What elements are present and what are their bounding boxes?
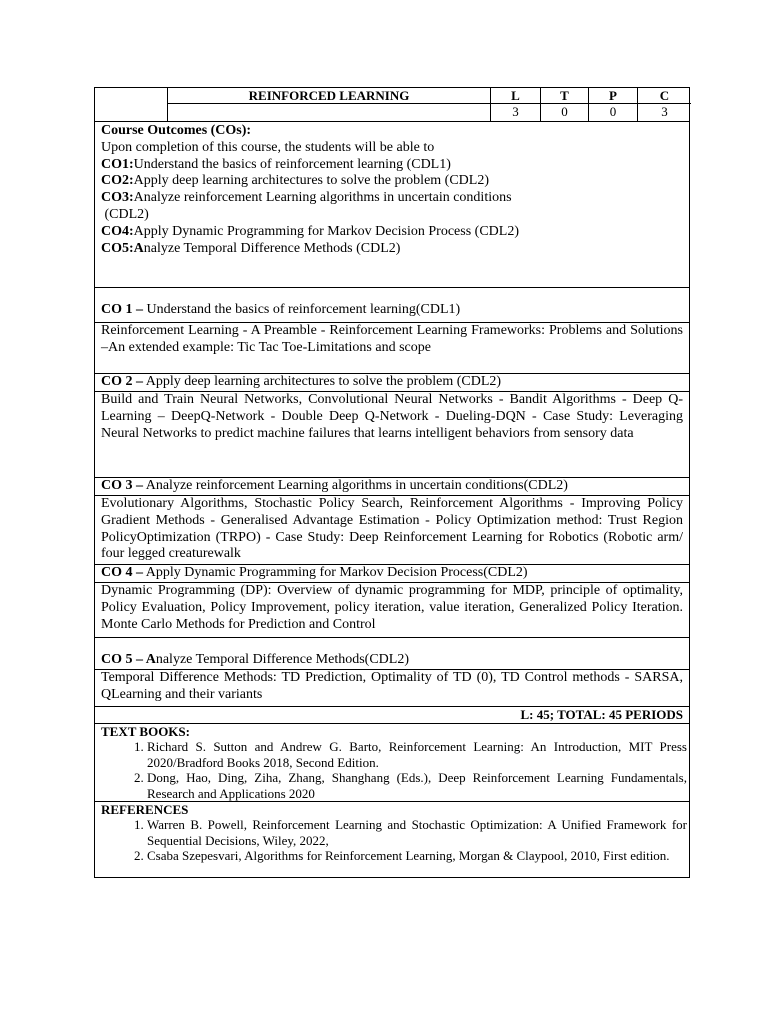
outcomes-intro: Upon completion of this course, the students will be able to [101, 139, 435, 155]
course-title: REINFORCED LEARNING [167, 88, 490, 104]
list-item: 1. Richard S. Sutton and Andrew G. Barto, Reinforcement Learning: An Introduction, MIT Press 2020/Bradford Books 2018, Second Edition. [147, 739, 689, 770]
outcome-item: CO2:Apply deep learning architectures to solve the problem (CDL2) [101, 173, 490, 189]
col-label-c: C [637, 88, 691, 104]
text-books-list [95, 739, 689, 801]
outcome-item: CO1:Understand the basics of reinforcement learning (CDL1) [101, 156, 451, 172]
outcome-item: CO3:Analyze reinforcement Learning algorithms in uncertain conditions [101, 190, 512, 206]
unit-1-body: Reinforcement Learning - A Preamble - Reinforcement Learning Frameworks: Problems and Solutions –An extended example: Tic Tac Toe-Limitations and scope [94, 323, 690, 374]
unit-1-title: CO 1 – Understand the basics of reinforcement learning(CDL1) [94, 288, 690, 323]
unit-5-title: CO 5 – Analyze Temporal Difference Methods(CDL2) [94, 638, 690, 670]
col-label-t: T [540, 88, 588, 104]
total-periods: L: 45; TOTAL: 45 PERIODS [94, 707, 690, 724]
unit-2-title: CO 2 – Apply deep learning architectures to solve the problem (CDL2) [94, 374, 690, 392]
text-books-heading: TEXT BOOKS: [101, 724, 190, 739]
list-item: 2. Dong, Hao, Ding, Ziha, Zhang, Shanghang (Eds.), Deep Reinforcement Learning Fundamentals, Research and Applications 2020 [147, 770, 689, 801]
col-value-c: 3 [637, 104, 691, 121]
outcomes-heading: Course Outcomes (COs): [101, 123, 252, 138]
syllabus-document [94, 87, 690, 878]
col-value-t: 0 [540, 104, 588, 121]
course-title-blank [167, 104, 490, 121]
unit-2-body: Build and Train Neural Networks, Convolutional Neural Networks - Bandit Algorithms - Deep Q-Learning – DeepQ-Network - Double Deep Q-Network - Dueling-DQN - Case Study: Leveraging Neural Networks to predict machine failures that learns intelligent behaviors from sensory data [94, 392, 690, 478]
references-section [94, 802, 690, 878]
header-blank-cell [95, 88, 167, 121]
col-value-l: 3 [490, 104, 540, 121]
references-list [95, 817, 689, 864]
unit-5-body: Temporal Difference Methods: TD Prediction, Optimality of TD (0), TD Control methods - SARSA, QLearning and their variants [94, 670, 690, 707]
course-outcomes [94, 122, 690, 288]
unit-3-title: CO 3 – Analyze reinforcement Learning algorithms in uncertain conditions(CDL2) [94, 478, 690, 496]
outcome-item: CO5:Analyze Temporal Difference Methods (CDL2) [101, 240, 401, 256]
list-item: 2. Csaba Szepesvari, Algorithms for Reinforcement Learning, Morgan & Claypool, 2010, First edition. [147, 848, 689, 864]
references-heading: REFERENCES [101, 802, 189, 817]
text-books-section [94, 724, 690, 802]
list-item: 1. Warren B. Powell, Reinforcement Learning and Stochastic Optimization: A Unified Framework for Sequential Decisions, Wiley, 2022, [147, 817, 689, 848]
unit-4-body: Dynamic Programming (DP): Overview of dynamic programming for MDP, principle of optimality, Policy Evaluation, Policy Improvement, policy iteration, value iteration, Generalized Policy Iteration. Monte Carlo Methods for Prediction and Control [94, 583, 690, 638]
unit-3-body: Evolutionary Algorithms, Stochastic Policy Search, Reinforcement Algorithms - Improving Policy Gradient Methods - Generalised Advantage Estimation - Policy Optimization method: Trust Region PolicyOptimization (TRPO) - Case Study: Deep Reinforcement Learning for Robotics (Robotic arm/ four legged creaturewalk [94, 496, 690, 565]
outcome-item: CO4:Apply Dynamic Programming for Markov Decision Process (CDL2) [101, 223, 519, 239]
unit-4-title: CO 4 – Apply Dynamic Programming for Markov Decision Process(CDL2) [94, 565, 690, 583]
col-value-p: 0 [588, 104, 637, 121]
col-label-p: P [588, 88, 637, 104]
course-header [94, 87, 690, 122]
outcome-item: (CDL2) [101, 206, 149, 222]
col-label-l: L [490, 88, 540, 104]
